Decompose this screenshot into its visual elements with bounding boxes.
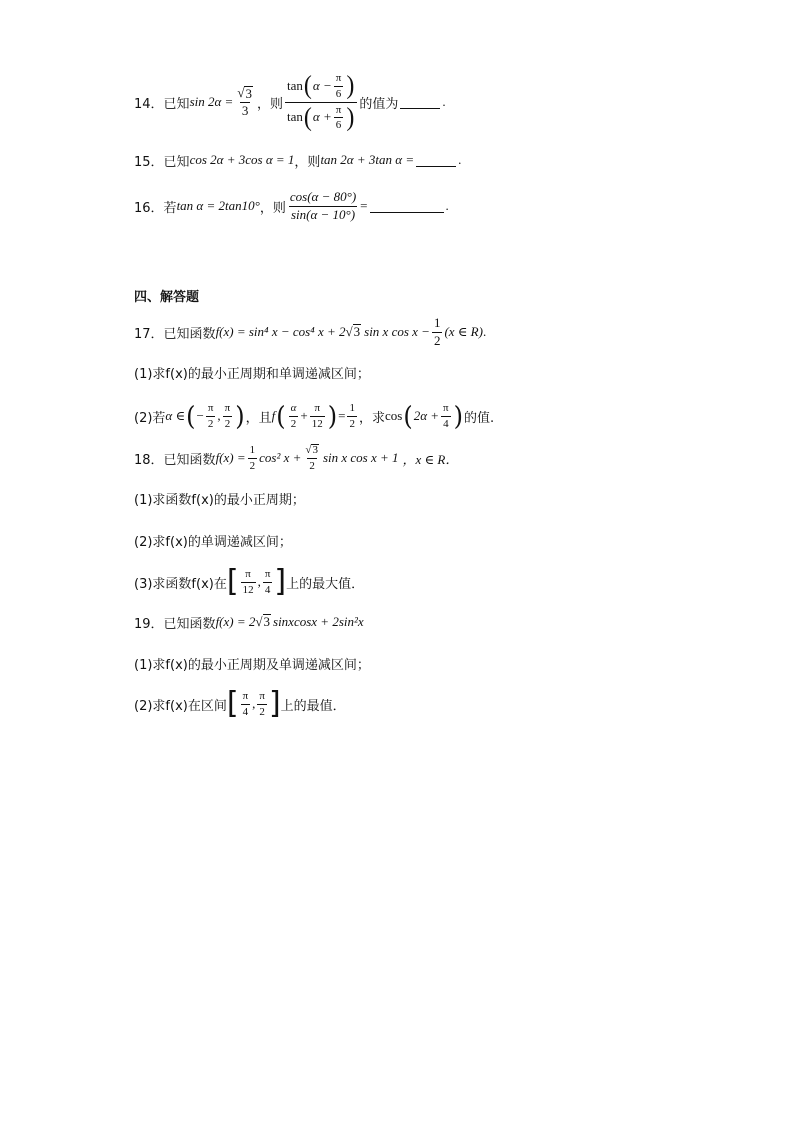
q14-lead: 已知 bbox=[163, 96, 190, 112]
q14-end: . bbox=[442, 94, 446, 109]
q17-function: f(x) = sin⁴ x − cos⁴ x + 2 bbox=[215, 324, 346, 339]
sqrt-symbol: √ 3 bbox=[305, 443, 318, 456]
q17-number: 17． bbox=[134, 326, 164, 342]
q15-end: . bbox=[458, 152, 462, 167]
q15-ask: tan 2α + 3tan α = bbox=[320, 152, 415, 167]
q14-tan-ratio: tan ( α − $\frac{\pi}{6}$ ) tan ( α + $\frac{\pi}{6}$ ) bbox=[285, 72, 357, 132]
question-15 bbox=[134, 150, 461, 170]
q19-part-2: (2)求f(x)在区间 [ $\frac{\pi}{4}$ , $\frac{\pi}{2}$ ] 上的最值． bbox=[134, 686, 346, 721]
q15-lead: 已知 bbox=[163, 154, 190, 170]
sqrt-symbol: √ 3 bbox=[255, 614, 271, 629]
q19-number: 19． bbox=[134, 616, 164, 632]
q17-part-1: (1)求f(x)的最小正周期和单调递减区间； bbox=[134, 366, 370, 382]
q14-tail: 的值为 bbox=[359, 96, 399, 112]
q16-answer-blank bbox=[370, 200, 444, 213]
question-18: 18． 已知函数 f(x) = $\frac{1}{2}$ cos² x + √ 3 2 sin x cos x + 1 ，x ∈ R． bbox=[134, 443, 459, 472]
q17-end: . bbox=[482, 324, 487, 339]
q18-part-1: (1)求函数f(x)的最小正周期； bbox=[134, 492, 305, 508]
q18-part-3: (3)求函数f(x)在 [ $\frac{\pi}{12}$ , $\frac{\pi}{4}$ ] 上的最大值． bbox=[134, 564, 365, 599]
q17-half: $\frac{1}{2}$ bbox=[433, 314, 441, 348]
q14-answer-blank bbox=[400, 96, 440, 109]
q19-lead: 已知函数 bbox=[163, 616, 216, 632]
q19-part-1: (1)求f(x)的最小正周期及单调递减区间； bbox=[134, 657, 370, 673]
q16-equals: = bbox=[360, 198, 368, 213]
q16-ratio: $\frac{\cos(\alpha - 80^\circ)}{\sin(\alpha - 10^\circ)}$ bbox=[289, 188, 357, 222]
q14-sqrt3-over-3: √ 3 3 bbox=[237, 84, 252, 118]
q16-lead: 若 bbox=[163, 200, 177, 216]
q15-given: cos 2α + 3cos α = 1 bbox=[189, 152, 295, 167]
q15-answer-blank bbox=[416, 154, 456, 167]
q15-number: 15． bbox=[134, 154, 164, 170]
q18-number: 18． bbox=[134, 452, 164, 468]
question-17 bbox=[134, 314, 486, 350]
q17-domain: (x ∈ R) bbox=[444, 324, 483, 339]
sqrt-symbol: √ 3 bbox=[237, 84, 252, 101]
question-14 bbox=[134, 66, 446, 138]
q17-rest: sin x cos x − bbox=[364, 324, 430, 339]
sqrt-symbol: √ 3 bbox=[345, 324, 361, 339]
q16-number: 16． bbox=[134, 200, 164, 216]
q18-function: f(x) = bbox=[215, 450, 246, 465]
q14-then: ，则 bbox=[256, 96, 283, 112]
q16-end: . bbox=[445, 198, 449, 213]
q18-lead: 已知函数 bbox=[163, 452, 216, 468]
q14-number: 14． bbox=[134, 96, 164, 112]
q16-given: tan α = 2tan10° bbox=[176, 198, 260, 213]
q14-given-lhs: sin 2α = bbox=[189, 94, 234, 109]
question-16 bbox=[134, 184, 449, 228]
q19-function: f(x) = 2 bbox=[215, 614, 256, 629]
q17-part-2: (2)若 α ∈ ( − $\frac{\pi}{2}$ , $\frac{\pi}{2}$ ) ，且 f ( $\frac{\alpha}{2}$ + $\frac{\pi}{12}$ ) = $\frac{1}{2}$ ，求 cos ( 2α + $\frac{\pi}{4}$ ) 的值. bbox=[134, 400, 495, 432]
q16-then: ，则 bbox=[259, 200, 286, 216]
q15-then: ，则 bbox=[294, 154, 321, 170]
q17-lead: 已知函数 bbox=[163, 326, 216, 342]
question-19: 19． 已知函数 f(x) = 2 √ 3 sinxcosx + 2sin²x bbox=[134, 614, 364, 632]
section-title: 四、解答题 bbox=[134, 289, 200, 305]
q18-part-2: (2)求f(x)的单调递减区间； bbox=[134, 534, 292, 550]
